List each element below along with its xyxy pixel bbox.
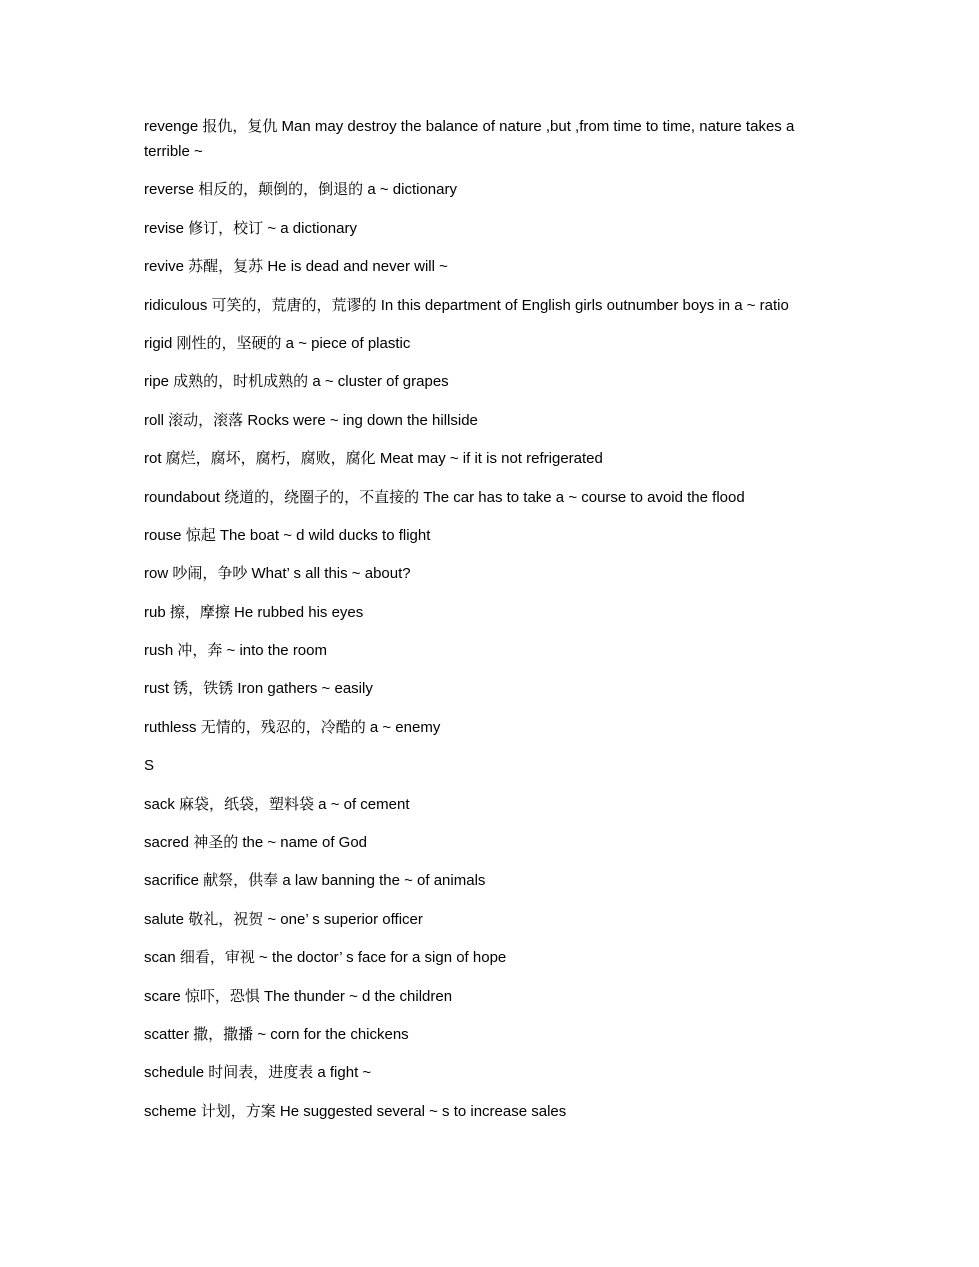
vocabulary-list [144,114,844,1137]
vocab-entry-ruthless: ruthless 无情的，残忍的，冷酷的 a ~ enemy [144,718,441,736]
vocab-entry-rigid: rigid 刚性的，坚硬的 a ~ piece of plastic [144,334,411,352]
vocab-entry-sacred: sacred 神圣的 the ~ name of God [144,834,368,852]
vocab-entry-scatter: scatter 撒，撒播 ~ corn for the chickens [144,1025,409,1043]
vocab-entry-rub: rub 擦，摩擦 He rubbed his eyes [144,603,364,621]
vocab-entry-row: row 吵闹，争吵 What’ s all this ~ about? [144,565,411,583]
vocab-entry-reverse: reverse 相反的，颠倒的，倒退的 a ~ dictionary [144,181,457,199]
vocab-entry-sacrifice: sacrifice 献祭，供奉 a law banning the ~ of animals [144,872,486,890]
vocab-entry-revenge: revenge 报仇，复仇 Man may destroy the balance of nature ,but ,from time to time, nature takes a terrible ~ [144,118,795,160]
vocab-entry-ripe: ripe 成熟的，时机成熟的 a ~ cluster of grapes [144,373,449,391]
vocab-entry-rush: rush 冲，奔 ~ into the room [144,642,327,660]
vocab-entry-scan: scan 细看，审视 ~ the doctor’ s face for a sign of hope [144,949,507,967]
vocab-entry-scare: scare 惊吓，恐惧 The thunder ~ d the children [144,987,453,1005]
vocab-entry-revive: revive 苏醒，复苏 He is dead and never will ~ [144,258,448,276]
vocab-entry-scheme: scheme 计划，方案 He suggested several ~ s to increase sales [144,1102,567,1120]
vocab-entry-rust: rust 锈，铁锈 Iron gathers ~ easily [144,680,373,698]
vocab-entry-rot: rot 腐烂，腐坏，腐朽，腐败，腐化 Meat may ~ if it is not refrigerated [144,450,603,468]
vocab-entry-ridiculous: ridiculous 可笑的，荒唐的，荒谬的 In this department of English girls outnumber boys in a ~ ratio [144,296,789,314]
vocab-entry-roundabout: roundabout 绕道的，绕圈子的，不直接的 The car has to take a ~ course to avoid the flood [144,488,745,506]
vocab-entry-salute: salute 敬礼，祝贺 ~ one’ s superior officer [144,910,423,928]
section-letter-s: S [144,757,155,775]
vocab-entry-rouse: rouse 惊起 The boat ~ d wild ducks to flight [144,526,431,544]
vocab-entry-revise: revise 修订，校订 ~ a dictionary [144,219,357,237]
vocab-entry-schedule: schedule 时间表，进度表 a fight ~ [144,1064,372,1082]
vocab-entry-sack: sack 麻袋，纸袋，塑料袋 a ~ of cement [144,795,410,813]
vocab-entry-roll: roll 滚动，滚落 Rocks were ~ ing down the hillside [144,411,478,429]
